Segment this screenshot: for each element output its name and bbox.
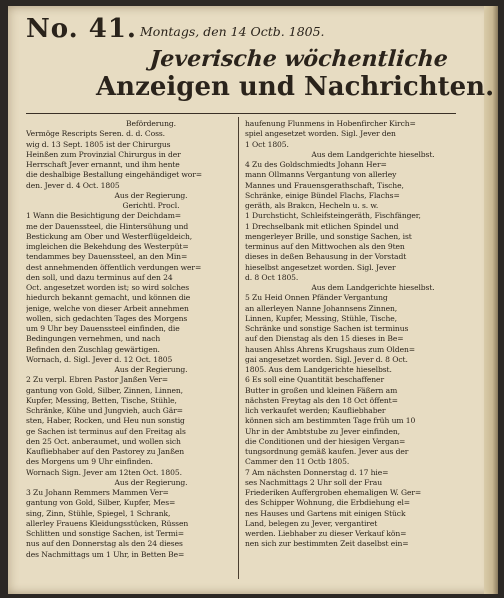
text-line: Linnen, Kupfer, Messing, Stühle, Tische, <box>245 313 397 323</box>
text-line: Schränke, einige Bündel Flachs, Flachs= <box>245 190 400 200</box>
text-line: ses Nachmittags 2 Uhr soll der Frau <box>245 477 382 487</box>
text-line: den soll, und dazu terminus auf den 24 <box>26 272 173 282</box>
text-line: tungsordnung gemäß kaufen. Jever aus der <box>245 447 409 456</box>
text-line: Aus der Regierung. <box>114 365 188 374</box>
text-line: hausen Ahlss Ahrens Krugshaus zum Olden= <box>245 344 416 354</box>
text-line: den. Jever d. 4 Oct. 1805 <box>26 180 120 190</box>
text-line: Wornach, d. Sigl. Jever d. 12 Oct. 1805 <box>26 354 173 364</box>
text-line: wig d. 13 Sept. 1805 ist der Chirurgus <box>26 139 171 149</box>
text-line: Aus dem Landgerichte hieselbst. <box>311 283 435 292</box>
newspaper-title-line1: Jeverische wöchentliche <box>149 46 449 72</box>
text-line: Kaufliebhaber auf den Pastorey zu Janßen <box>26 447 185 456</box>
text-line: des Schipper Wohnung, die Erbdiehung el= <box>245 498 411 508</box>
text-line: werden. Liebhaber zu dieser Verkauf kön= <box>245 529 407 538</box>
text-line: 5 Zu Heid Onnen Pfänder Vergantung <box>245 293 388 303</box>
text-line: wollen, sich gedachten Tages des Morgens <box>26 313 188 323</box>
text-line: allerley Frauens Kleidungsstücken, Rüssen <box>26 518 189 528</box>
text-line: 1 Wann die Besichtigung der Deichdam= <box>26 211 182 221</box>
newspaper-title-line2: Anzeigen und Nachrichten. <box>96 72 495 102</box>
text-line: Kupfer, Messing, Betten, Tische, Stühle, <box>26 395 177 405</box>
text-line: Friederiken Auffergroben ehemaligen W. Ger= <box>245 488 422 497</box>
right-column <box>245 119 461 550</box>
text-line: dest annehmenden öffentlich verdungen wer= <box>26 262 202 272</box>
text-line: auf den Dienstag als den 15 dieses in Be= <box>245 334 404 344</box>
text-line: des Morgens um 9 Uhr einfinden. <box>26 457 153 467</box>
text-line: Herrschaft Jever ernannt, und ihm hente <box>26 160 180 169</box>
text-line: Bestickung am Ober und Westerflügeldeich, <box>26 231 193 241</box>
text-line: nes Hauses und Gartens mit einigen Stück <box>245 508 406 518</box>
text-line: lich verkaufet werden; Kaufliebhaber <box>245 406 386 415</box>
text-line: um 9 Uhr bey Dauenssteel einfinden, die <box>26 324 180 333</box>
text-line: Uhr in der Ambtstube zu Jever einfinden, <box>245 426 400 436</box>
masthead <box>18 14 458 44</box>
text-line: d. 8 Oct 1805. <box>245 272 299 282</box>
text-line: an allerleyen Nanne Johannsens Zinnen, <box>245 303 398 313</box>
text-line: Befinden den Zuschlag gewärtigen. <box>26 344 160 354</box>
issue-number: No. 41. <box>26 14 137 44</box>
issue-date: Montags, den 14 Octb. 1805. <box>140 24 325 39</box>
text-line: geräth, als Brakcn, Hecheln u. s. w. <box>245 201 379 210</box>
text-line: spiel angesetzet worden. Sigl. Jever den <box>245 129 396 139</box>
text-line: nächsten Freytag als den 18 Oct öffent= <box>245 395 398 405</box>
text-line: Butter in großen und kleinen Fäßern am <box>245 385 398 395</box>
text-line: ge Sachen ist terminus auf den Freitag als <box>26 426 186 436</box>
text-line: mengerleyer Brille, und sonstige Sachen, ist <box>245 231 412 241</box>
text-line: sing, Zinn, Stühle, Spiegel, 1 Schrank, <box>26 508 171 518</box>
text-line: Aus der Regierung. <box>114 190 188 200</box>
text-line: nen sich zur bestimmten Zeit daselbst ein= <box>245 539 409 549</box>
text-line: Mannes und Frauensgerathschaft, Tische, <box>245 180 404 190</box>
column-divider <box>238 117 239 579</box>
text-line: 3 Zu Johann Remmers Mammen Ver= <box>26 488 169 497</box>
text-line: haufenung Flunmens in Hobenfircher Kirch= <box>245 119 416 128</box>
text-line: 6 Es soll eine Quantität beschaffener <box>245 375 384 385</box>
text-line: dieses in deßen Behausung in der Vorstadt <box>245 252 407 262</box>
text-line: gantung von Gold, Silber, Kupfer, Mes= <box>26 498 176 508</box>
text-line: Schränke, Kühe und Jungvieh, auch Gär= <box>26 406 183 415</box>
text-line: gai angesetzet worden. Sigl. Jever d. 8 Oct. <box>245 354 408 364</box>
text-line: die Conditionen und der hiesigen Vergan= <box>245 436 406 446</box>
text-line: gantung von Gold, Silber, Zinnen, Linnen, <box>26 385 183 395</box>
text-line: Gerichtl. Procl. <box>122 201 180 210</box>
text-line: tendammes bey Dauenssteel, an den Min= <box>26 252 188 262</box>
left-column <box>26 119 236 560</box>
text-line: nus auf den Donnerstag als den 24 dieses <box>26 539 183 549</box>
text-line: Schlitten und sonstige Sachen, ist Termi= <box>26 529 185 538</box>
text-line: Oct. angesetzet worden ist; so wird solches <box>26 283 190 292</box>
text-line: mann Ollmanns Vergantung von allerley <box>245 170 397 180</box>
header-rule <box>26 113 456 114</box>
text-line: imgleichen die Bekehdung des Westerpüt= <box>26 242 189 251</box>
text-line: 4 Zu des Goldschmiedts Johann Her= <box>245 160 387 169</box>
text-line: die deshalbige Bestallung eingehändiget wor= <box>26 170 203 180</box>
text-line: 1 Oct 1805. <box>245 139 289 149</box>
text-line: 7 Am nächsten Donnerstag d. 17 hie= <box>245 467 389 477</box>
text-line: 2 Zu verpl. Ebren Pastor Janßen Ver= <box>26 375 169 385</box>
text-line: Heinßen zum Provinzial Chirurgus in der <box>26 149 181 159</box>
text-line: Beförderung. <box>126 119 176 128</box>
text-line: terminus auf den Mittwochen als den 9ten <box>245 242 405 251</box>
text-line: Vermöge Rescripts Seren. d. d. Coss. <box>26 129 166 139</box>
text-line: 1 Drechselbank mit etlichen Spindel und <box>245 221 399 231</box>
text-line: den 25 Oct. anberaumet, und wollen sich <box>26 436 181 446</box>
text-line: Aus dem Landgerichte hieselbst. <box>311 149 435 159</box>
text-line: Cammer den 11 Octb 1805. <box>245 457 350 467</box>
text-line: jenige, welche von dieser Arbeit annehmen <box>26 303 189 313</box>
text-line: hieselbst angesetzet worden. Sigl. Jever <box>245 262 396 272</box>
text-line: Wornach Sign. Jever am 12ten Oct. 1805. <box>26 467 182 477</box>
text-line: Aus der Regierung. <box>114 477 188 487</box>
text-line: 1805. Aus dem Landgerichte hieselbst. <box>245 365 392 374</box>
text-line: 1 Durchsticht, Schleifsteingeräth, Fischfänger, <box>245 211 421 221</box>
text-line: Land, belegen zu Jever, vergantiret <box>245 518 378 528</box>
text-line: sten, Haber, Rocken, und Heu nun sonstig <box>26 416 185 426</box>
text-line: hiedurch bekannt gemacht, und können die <box>26 293 191 303</box>
text-line: des Nachmittags um 1 Uhr, in Betten Be= <box>26 549 185 559</box>
text-line: Schränke und sonstige Sachen ist terminus <box>245 324 409 333</box>
text-line: können sich am bestimmten Tage früh um 10 <box>245 416 416 426</box>
text-line: Bedingungen vernehmen, und nach <box>26 334 161 344</box>
text-line: me der Dauenssteel, die Hintersühung und <box>26 221 189 231</box>
